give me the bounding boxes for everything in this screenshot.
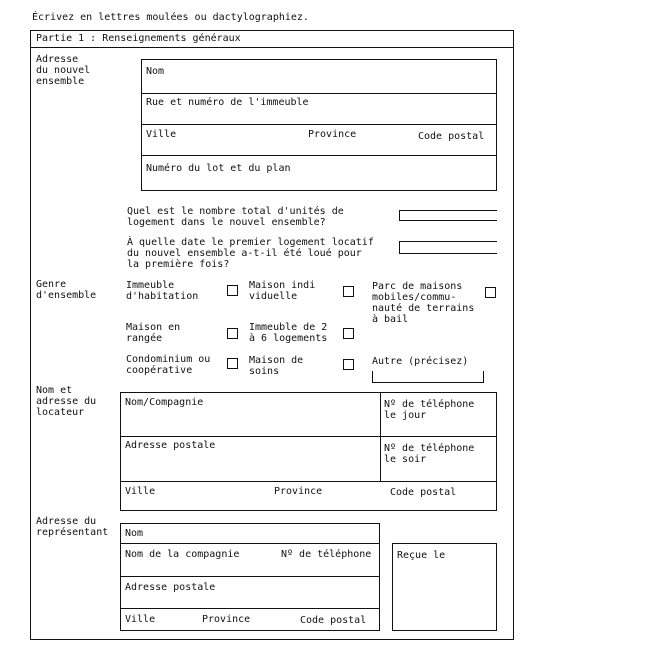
rep-company-field[interactable]: Nom de la compagnie — [125, 549, 240, 560]
complex-type-label: Genre d'ensemble — [36, 279, 97, 301]
apartment-checkbox[interactable] — [227, 285, 238, 296]
new-complex-label: Adresse du nouvel ensemble — [36, 54, 91, 87]
landlord-address-field[interactable]: Adresse postale — [125, 440, 216, 451]
complex-name-field[interactable]: Nom — [146, 66, 165, 77]
rep-phone-field[interactable]: Nº de téléphone — [281, 549, 372, 560]
landlord-name-field[interactable]: Nom/Compagnie — [125, 397, 204, 408]
landlord-postal-field[interactable]: Code postal — [390, 487, 457, 498]
complex-province-field[interactable]: Province — [308, 129, 357, 140]
divider — [141, 93, 497, 94]
divider — [120, 436, 497, 437]
divider — [141, 155, 497, 156]
rep-name-field[interactable]: Nom — [125, 528, 144, 539]
divider — [120, 608, 380, 609]
rep-city-field[interactable]: Ville — [125, 614, 156, 625]
two-six-units-checkbox[interactable] — [343, 328, 354, 339]
other-specify-input[interactable] — [372, 371, 484, 383]
care-home-checkbox[interactable] — [343, 359, 354, 370]
landlord-province-field[interactable]: Province — [274, 486, 323, 497]
rep-postal-field[interactable]: Code postal — [300, 615, 367, 626]
landlord-city-field[interactable]: Ville — [125, 486, 156, 497]
option-apartment-label: Immeuble d'habitation — [126, 280, 199, 302]
rep-province-field[interactable]: Province — [202, 614, 251, 625]
option-single-label: Maison indi viduelle — [249, 280, 316, 302]
complex-lot-field[interactable]: Numéro du lot et du plan — [146, 163, 291, 174]
row-house-checkbox[interactable] — [227, 328, 238, 339]
divider — [120, 576, 380, 577]
single-house-checkbox[interactable] — [343, 286, 354, 297]
option-mobile-label: Parc de maisons mobiles/commu- nauté de terrains à bail — [372, 281, 475, 325]
received-label: Reçue le — [397, 550, 446, 561]
complex-city-field[interactable]: Ville — [146, 129, 177, 140]
landlord-phone-day-field[interactable]: Nº de téléphone le jour — [384, 399, 475, 421]
mobile-home-checkbox[interactable] — [485, 287, 496, 298]
option-condo-label: Condominium ou coopérative — [126, 354, 211, 376]
representative-label: Adresse du représentant — [36, 516, 109, 538]
option-two-six-label: Immeuble de 2 à 6 logements — [249, 322, 328, 344]
divider — [120, 543, 380, 544]
units-input[interactable] — [399, 210, 497, 221]
instruction-text: Écrivez en lettres moulées ou dactylographiez. — [32, 12, 309, 23]
landlord-label: Nom et adresse du locateur — [36, 385, 97, 418]
condo-checkbox[interactable] — [227, 358, 238, 369]
landlord-phone-evening-field[interactable]: Nº de téléphone le soir — [384, 443, 475, 465]
date-input[interactable] — [399, 241, 497, 254]
date-question: À quelle date le premier logement locatif du nouvel ensemble a-t-il été loué pour la première fois? — [127, 237, 374, 270]
divider — [120, 481, 497, 482]
option-care-label: Maison de soins — [249, 355, 304, 377]
units-question: Quel est le nombre total d'unités de logement dans le nouvel ensemble? — [127, 206, 344, 228]
rep-address-field[interactable]: Adresse postale — [125, 582, 216, 593]
complex-postal-field[interactable]: Code postal — [418, 131, 485, 142]
complex-street-field[interactable]: Rue et numéro de l'immeuble — [146, 97, 309, 108]
option-other-label: Autre (précisez) — [372, 356, 469, 367]
part-title: Partie 1 : Renseignements généraux — [36, 33, 241, 44]
part-title-divider — [30, 47, 514, 48]
divider — [141, 124, 497, 125]
option-row-label: Maison en rangée — [126, 322, 181, 344]
